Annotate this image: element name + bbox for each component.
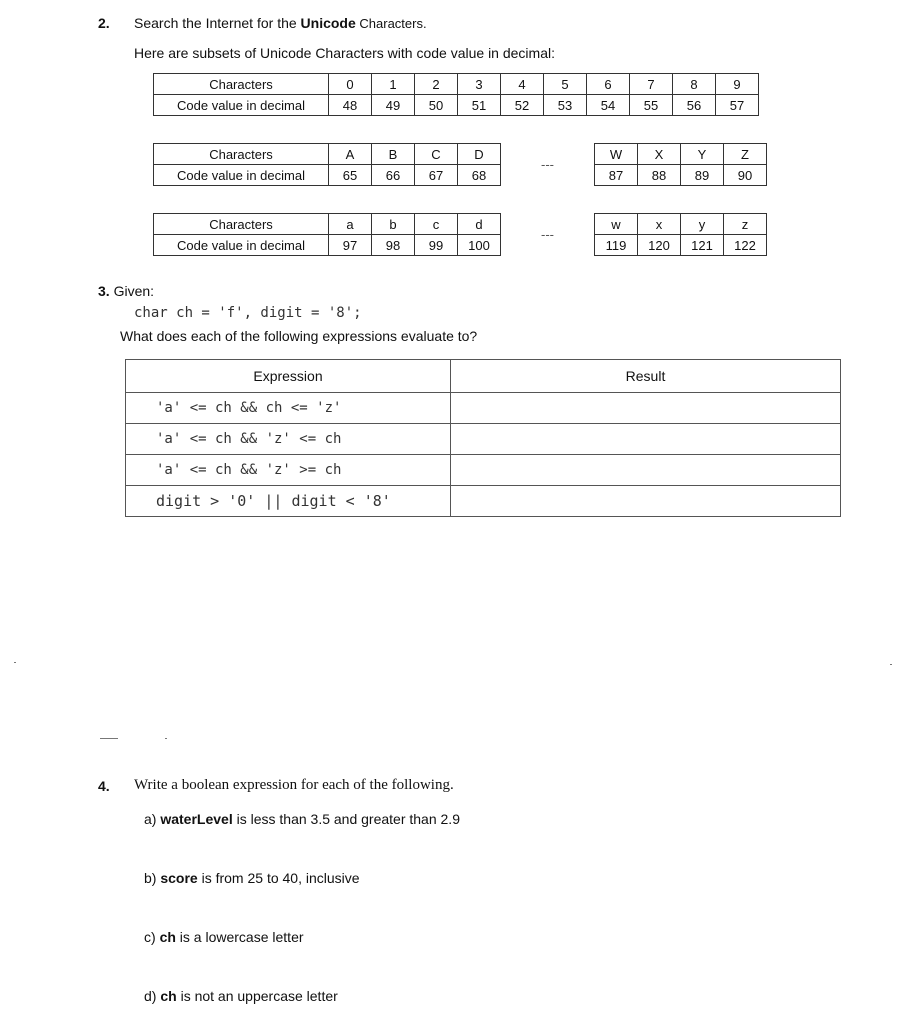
table-row xyxy=(126,424,841,455)
table-row xyxy=(126,455,841,486)
char-cell: 5 xyxy=(544,74,587,95)
item-variable: ch xyxy=(159,929,176,945)
table-row xyxy=(154,214,767,235)
question-2-line1 xyxy=(134,15,427,31)
item-prefix: a) xyxy=(144,811,161,827)
table-row xyxy=(126,486,841,517)
char-cell: D xyxy=(458,144,501,165)
char-cell: x xyxy=(638,214,681,235)
result-cell[interactable] xyxy=(451,486,841,517)
char-cell: 0 xyxy=(329,74,372,95)
code-cell: 56 xyxy=(673,95,716,116)
char-cell: C xyxy=(415,144,458,165)
row-label-characters: Characters xyxy=(154,74,329,95)
question-2-line1-bold: Unicode xyxy=(300,15,356,31)
expression-cell: 'a' <= ch && ch <= 'z' xyxy=(126,393,451,424)
char-cell: 7 xyxy=(630,74,673,95)
item-variable: score xyxy=(160,870,198,886)
code-cell: 87 xyxy=(595,165,638,186)
char-cell: c xyxy=(415,214,458,235)
item-text: is from 25 to 40, inclusive xyxy=(197,870,360,886)
code-cell: 120 xyxy=(638,235,681,256)
char-cell: 1 xyxy=(372,74,415,95)
code-cell: 52 xyxy=(501,95,544,116)
code-cell: 50 xyxy=(415,95,458,116)
code-cell: 53 xyxy=(544,95,587,116)
item-text: is not an uppercase letter xyxy=(176,988,338,1004)
result-cell[interactable] xyxy=(451,455,841,486)
table-row xyxy=(154,235,767,256)
code-cell: 54 xyxy=(587,95,630,116)
table-row xyxy=(126,393,841,424)
code-cell: 68 xyxy=(458,165,501,186)
scan-mark xyxy=(890,664,892,665)
char-cell: W xyxy=(595,144,638,165)
question-4d xyxy=(144,988,338,1004)
header-expression: Expression xyxy=(126,360,451,393)
table-row xyxy=(154,95,759,116)
scan-mark xyxy=(14,662,16,663)
expression-cell: 'a' <= ch && 'z' <= ch xyxy=(126,424,451,455)
code-cell: 48 xyxy=(329,95,372,116)
code-cell: 66 xyxy=(372,165,415,186)
digits-code-table xyxy=(153,73,759,116)
char-cell: X xyxy=(638,144,681,165)
table-row xyxy=(154,144,767,165)
expression-cell: digit > '0' || digit < '8' xyxy=(126,486,451,517)
question-3-code: char ch = 'f', digit = '8'; xyxy=(134,305,362,321)
table-row xyxy=(154,74,759,95)
row-label-code-value: Code value in decimal xyxy=(154,165,329,186)
code-cell: 51 xyxy=(458,95,501,116)
code-cell: 90 xyxy=(724,165,767,186)
row-label-characters: Characters xyxy=(154,144,329,165)
char-cell: d xyxy=(458,214,501,235)
char-cell: z xyxy=(724,214,767,235)
row-label-code-value: Code value in decimal xyxy=(154,235,329,256)
item-prefix: d) xyxy=(144,988,161,1004)
row-label-code-value: Code value in decimal xyxy=(154,95,329,116)
item-prefix: c) xyxy=(144,929,160,945)
row-label-characters: Characters xyxy=(154,214,329,235)
item-text: is a lowercase letter xyxy=(175,929,304,945)
code-cell: 88 xyxy=(638,165,681,186)
ellipsis-gap: --- xyxy=(501,144,595,186)
question-4-intro: Write a boolean expression for each of the following. xyxy=(134,777,454,793)
result-cell[interactable] xyxy=(451,393,841,424)
code-cell: 57 xyxy=(716,95,759,116)
char-cell: y xyxy=(681,214,724,235)
question-2-line2: Here are subsets of Unicode Characters with code value in decimal: xyxy=(134,45,555,61)
code-cell: 121 xyxy=(681,235,724,256)
code-cell: 119 xyxy=(595,235,638,256)
char-cell: B xyxy=(372,144,415,165)
scan-mark xyxy=(165,738,167,739)
char-cell: b xyxy=(372,214,415,235)
lowercase-code-table xyxy=(153,213,767,256)
header-result: Result xyxy=(451,360,841,393)
char-cell: Z xyxy=(724,144,767,165)
code-cell: 97 xyxy=(329,235,372,256)
code-cell: 65 xyxy=(329,165,372,186)
question-3-number: 3. xyxy=(98,283,110,299)
char-cell: 2 xyxy=(415,74,458,95)
item-variable: ch xyxy=(160,988,177,1004)
char-cell: 9 xyxy=(716,74,759,95)
result-cell[interactable] xyxy=(451,424,841,455)
code-cell: 67 xyxy=(415,165,458,186)
code-cell: 100 xyxy=(458,235,501,256)
question-3-question: What does each of the following expressions evaluate to? xyxy=(120,328,478,344)
question-3-given: Given: xyxy=(113,283,155,299)
char-cell: 4 xyxy=(501,74,544,95)
char-cell: A xyxy=(329,144,372,165)
ellipsis-gap: --- xyxy=(501,214,595,256)
table-header-row xyxy=(126,360,841,393)
item-text: is less than 3.5 and greater than 2.9 xyxy=(232,811,460,827)
scan-mark xyxy=(100,738,118,739)
code-cell: 49 xyxy=(372,95,415,116)
code-cell: 89 xyxy=(681,165,724,186)
code-cell: 55 xyxy=(630,95,673,116)
code-cell: 98 xyxy=(372,235,415,256)
question-4b xyxy=(144,870,360,886)
char-cell: 3 xyxy=(458,74,501,95)
expression-cell: 'a' <= ch && 'z' >= ch xyxy=(126,455,451,486)
item-prefix: b) xyxy=(144,870,161,886)
question-2-number: 2. xyxy=(98,15,110,31)
char-cell: 6 xyxy=(587,74,630,95)
question-4c xyxy=(144,929,304,945)
question-3-header xyxy=(98,283,154,299)
char-cell: 8 xyxy=(673,74,716,95)
expression-table xyxy=(125,359,841,517)
question-4a xyxy=(144,811,460,827)
code-cell: 99 xyxy=(415,235,458,256)
code-cell: 122 xyxy=(724,235,767,256)
question-4-number: 4. xyxy=(98,778,110,794)
char-cell: Y xyxy=(681,144,724,165)
item-variable: waterLevel xyxy=(160,811,233,827)
question-2-line1-prefix: Search the Internet for the xyxy=(134,15,301,31)
uppercase-code-table xyxy=(153,143,767,186)
question-2-line1-suffix: Characters. xyxy=(355,16,427,31)
table-row xyxy=(154,165,767,186)
char-cell: w xyxy=(595,214,638,235)
char-cell: a xyxy=(329,214,372,235)
